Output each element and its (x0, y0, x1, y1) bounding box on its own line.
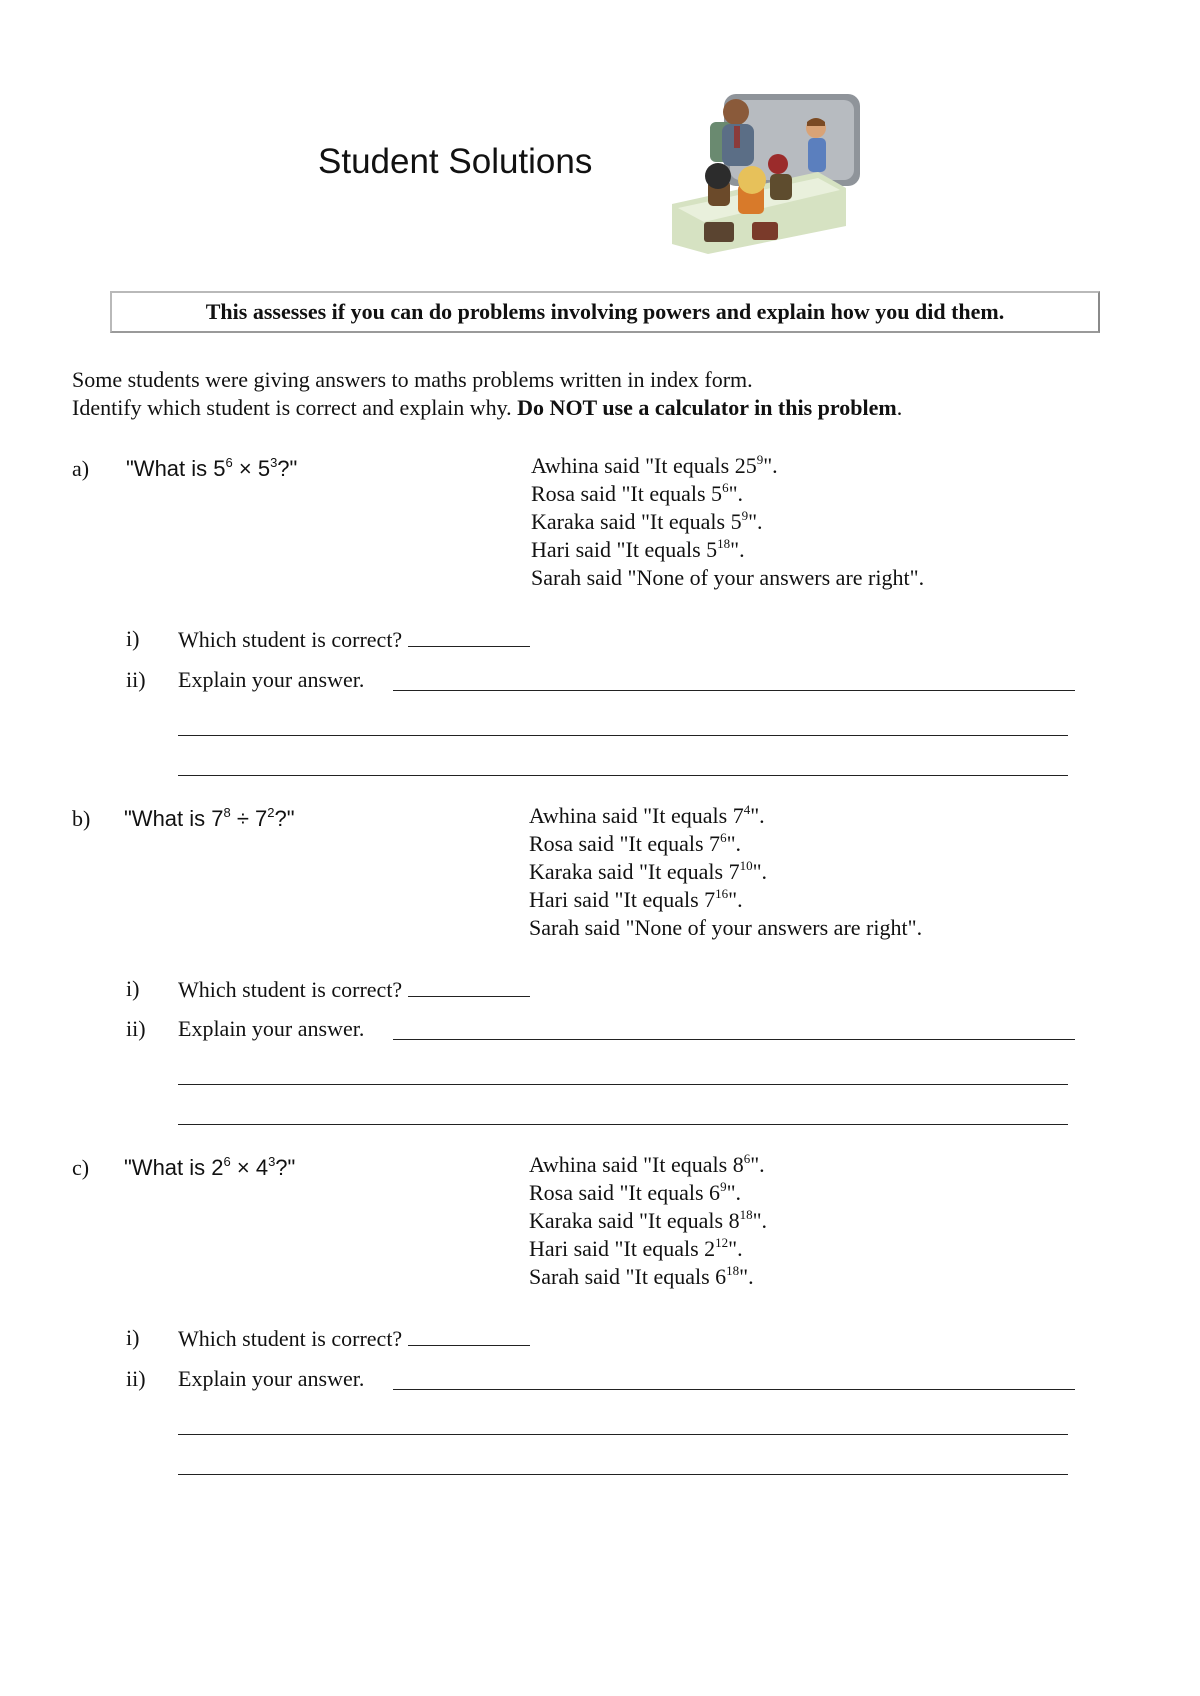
explain-answer-line[interactable] (393, 1389, 1075, 1390)
answer-line: Awhina said "It equals $25^9$". (531, 452, 778, 478)
which-student-prompt: Which student is correct? (178, 1325, 530, 1352)
sub-question-i-label: i) (126, 1325, 140, 1350)
answer-line: Sarah said "It equals $6^{18}$". (529, 1263, 754, 1289)
question-c-label: c) (72, 1155, 90, 1180)
instructions-line-1: Some students were giving answers to maths problems written in index form. (72, 367, 753, 392)
explain-answer-line[interactable] (178, 1124, 1068, 1125)
sub-question-ii-label: ii) (126, 1366, 146, 1391)
explain-prompt: Explain your answer. (178, 1366, 365, 1391)
sub-question-i-label: i) (126, 626, 140, 651)
explain-prompt: Explain your answer. (178, 1016, 365, 1041)
answer-line: Sarah said "None of your answers are right". (529, 915, 923, 940)
explain-answer-line[interactable] (178, 1474, 1068, 1475)
answer-line: Hari said "It equals $5^{18}$". (531, 536, 745, 562)
question-c-text: "What is $2^6 \times 4^3$?" (124, 1154, 296, 1180)
sub-question-ii-label: ii) (126, 667, 146, 692)
explain-answer-line[interactable] (393, 1039, 1075, 1040)
instructions-period: . (896, 395, 903, 420)
question-b-answers (529, 802, 922, 942)
answer-line: Karaka said "It equals $5^9$". (531, 508, 763, 534)
sub-question-i-label: i) (126, 976, 140, 1001)
explain-prompt: Explain your answer. (178, 667, 365, 692)
instructions-text: Identify which student is correct and explain why. (72, 395, 518, 420)
question-a-answers (531, 452, 924, 592)
classroom-illustration (668, 76, 868, 256)
explain-answer-line[interactable] (178, 1084, 1068, 1085)
objective-text: This assesses if you can do problems involving powers and explain how you did them. (205, 299, 1005, 324)
answer-line: Hari said "It equals $2^{12}$". (529, 1235, 743, 1261)
answer-line: Rosa said "It equals $5^6$". (531, 480, 744, 506)
sub-question-ii-label: ii) (126, 1016, 146, 1041)
answer-line: Rosa said "It equals $7^6$". (529, 830, 742, 856)
calculator-warning: Do NOT use a calculator in this problem (517, 395, 897, 420)
explain-answer-line[interactable] (178, 775, 1068, 776)
instructions (72, 366, 902, 422)
instructions-line-2 (72, 394, 902, 422)
answer-line: Hari said "It equals $7^{16}$". (529, 886, 743, 912)
explain-answer-line[interactable] (178, 735, 1068, 736)
objective-box (110, 291, 1100, 333)
which-student-prompt: Which student is correct? (178, 976, 530, 1003)
answer-line: Awhina said "It equals $8^6$". (529, 1151, 765, 1177)
answer-line: Awhina said "It equals $7^4$". (529, 802, 765, 828)
explain-answer-line[interactable] (178, 1434, 1068, 1435)
page-title: Student Solutions (318, 142, 593, 181)
question-c-answers (529, 1151, 767, 1291)
which-student-blank[interactable] (408, 976, 530, 997)
explain-answer-line[interactable] (393, 690, 1075, 691)
question-b-label: b) (72, 806, 91, 831)
answer-line: Karaka said "It equals $7^{10}$". (529, 858, 768, 884)
answer-line: Rosa said "It equals $6^9$". (529, 1179, 742, 1205)
question-b-text: "What is $7^8 \div 7^2$?" (124, 805, 295, 831)
which-student-blank[interactable] (408, 626, 530, 647)
answer-line: Karaka said "It equals $8^{18}$". (529, 1207, 768, 1233)
question-a-text: "What is $5^6 \times 5^3$?" (126, 455, 298, 481)
question-a-label: a) (72, 456, 90, 481)
which-student-prompt: Which student is correct? (178, 626, 530, 653)
which-student-blank[interactable] (408, 1325, 530, 1346)
answer-line: Sarah said "None of your answers are right". (531, 565, 925, 590)
